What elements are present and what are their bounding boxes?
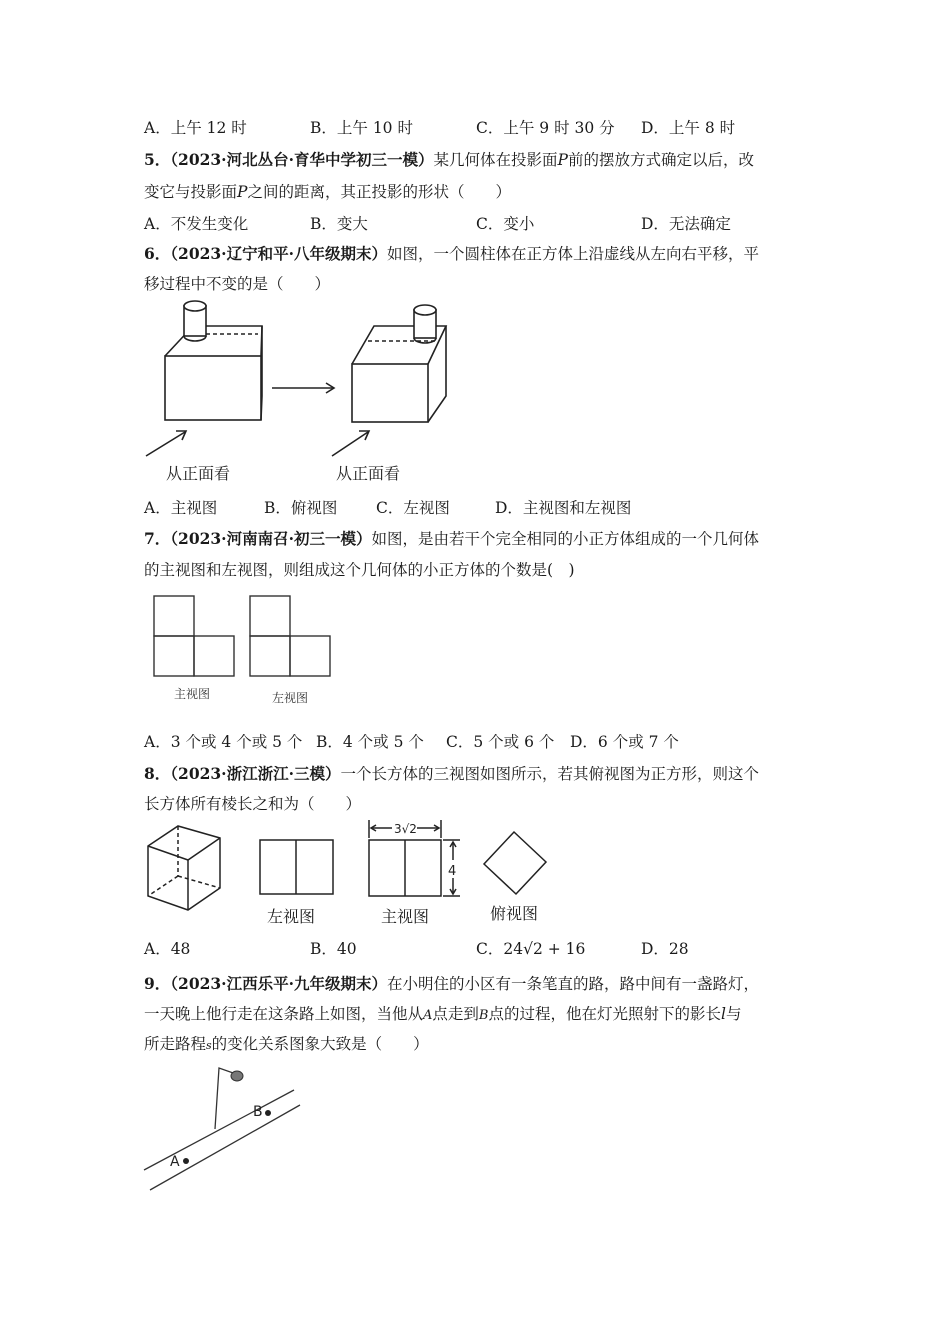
q6-figure: [140, 296, 460, 486]
q7-left-cell-bottom-left: [250, 636, 290, 676]
q8-stem-line2: 长方体所有棱长之和为（ ）: [144, 795, 362, 813]
q7-front-cell-bottom-left: [154, 636, 194, 676]
q4-option-d[interactable]: D．上午 8 时: [641, 119, 736, 137]
q5-text-1: 某几何体在投影面: [433, 151, 558, 169]
q9-text-7: 的变化关系图象大致是（ ）: [211, 1035, 429, 1053]
q5-number: 5．: [144, 150, 171, 169]
q9-text-6: 所走路程: [144, 1035, 207, 1053]
q6-left-cube-front: [165, 356, 261, 420]
q8-option-b[interactable]: B．40: [310, 940, 357, 958]
q6-right-cube-front: [352, 364, 428, 422]
q8-label-left-view: 左视图: [267, 907, 316, 926]
q7-figure: [150, 594, 340, 714]
q8-stem-line1: [144, 762, 759, 784]
q9-road-edge-upper: [144, 1090, 294, 1170]
q9-label-a: A: [170, 1154, 180, 1170]
q7-left-cell-bottom-right: [290, 636, 330, 676]
q5-text-3: 变它与投影面: [144, 183, 238, 201]
q8-top-view: [484, 832, 546, 894]
q9-source: （2023·江西乐平·九年级期末）: [170, 974, 387, 993]
q9-point-a: [183, 1158, 189, 1164]
q4-option-c[interactable]: C．上午 9 时 30 分: [476, 119, 615, 137]
q5-stem-line1: [144, 148, 754, 170]
q9-point-b: [265, 1110, 271, 1116]
q6-number: 6．: [144, 244, 171, 263]
q5-source: （2023·河北丛台·育华中学初三一模）: [170, 150, 434, 169]
q6-option-c[interactable]: C．左视图: [376, 499, 450, 517]
q5-var-p-2: P: [237, 183, 248, 201]
q7-option-b[interactable]: B．4 个或 5 个: [316, 733, 424, 751]
q9-stem-line1: [144, 972, 759, 994]
q5-option-d[interactable]: D．无法确定: [641, 215, 731, 233]
q8-dim-height: 4: [448, 864, 457, 879]
q9-lamp-icon: [231, 1071, 243, 1081]
q5-option-c[interactable]: C．变小: [476, 215, 535, 233]
q6-stem-line1: [144, 242, 759, 264]
q5-var-p: P: [557, 151, 568, 169]
q5-option-b[interactable]: B．变大: [310, 215, 368, 233]
q7-option-c[interactable]: C．5 个或 6 个: [446, 733, 555, 751]
q8-text-1: 一个长方体的三视图如图所示，若其俯视图为正方形，则这个: [340, 765, 759, 783]
q9-label-b: B: [253, 1104, 263, 1120]
q6-right-cube-side: [428, 326, 446, 422]
q6-label-right: 从正面看: [336, 464, 401, 483]
q6-option-a[interactable]: A．主视图: [144, 499, 218, 517]
q6-option-b[interactable]: B．俯视图: [264, 499, 338, 517]
q7-source: （2023·河南南召·初三一模）: [170, 529, 372, 548]
q9-var-a: A: [423, 1008, 433, 1023]
q8-option-c[interactable]: C．24√2 + 16: [476, 940, 586, 958]
q7-label-front: 主视图: [174, 687, 211, 701]
q9-stem-line2: [144, 1002, 741, 1024]
q6-view-arrow-right: [332, 432, 368, 456]
q9-road-edge-lower: [150, 1105, 300, 1190]
q7-stem-line2: 的主视图和左视图，则组成这个几何体的小正方体的个数是( ): [144, 561, 575, 579]
q9-number: 9．: [144, 974, 171, 993]
q8-source: （2023·浙江浙江·三模）: [170, 764, 341, 783]
q9-var-l: l: [721, 1005, 726, 1023]
q7-number: 7．: [144, 529, 171, 548]
q9-figure: [140, 1060, 310, 1200]
q9-text-5: 与: [725, 1005, 742, 1023]
q8-label-front-view: 主视图: [381, 907, 430, 926]
q9-text-3: 点走到: [432, 1005, 479, 1023]
q7-option-d[interactable]: D．6 个或 7 个: [570, 733, 679, 751]
q7-left-cell-top: [250, 596, 290, 636]
q6-text-1: 如图，一个圆柱体在正方体上沿虚线从左向右平移，平: [386, 245, 759, 263]
q8-dim-width: 3√2: [394, 822, 417, 836]
q9-var-s: s: [206, 1039, 212, 1052]
q8-option-d[interactable]: D．28: [641, 940, 689, 958]
q8-option-a[interactable]: A．48: [144, 940, 191, 958]
q7-label-left: 左视图: [272, 691, 309, 705]
q9-stem-line3: [144, 1032, 429, 1054]
q5-option-a[interactable]: A．不发生变化: [144, 215, 249, 233]
q5-text-4: 之间的距离，其正投影的形状（ ）: [247, 183, 511, 201]
q7-text-1: 如图，是由若干个完全相同的小正方体组成的一个几何体: [371, 530, 759, 548]
q8-cuboid-outline: [148, 826, 220, 910]
q7-stem-line1: [144, 527, 759, 549]
q7-option-a[interactable]: A．3 个或 4 个或 5 个: [144, 733, 303, 751]
q7-front-cell-top: [154, 596, 194, 636]
q7-front-cell-bottom-right: [194, 636, 234, 676]
q6-left-cube-top: [165, 326, 262, 356]
q9-text-2: 一天晚上他行走在这条路上如图，当他从: [144, 1005, 424, 1023]
q8-number: 8．: [144, 764, 171, 783]
q5-text-2: 前的摆放方式确定以后，改: [567, 151, 754, 169]
q5-stem-line2: [144, 180, 511, 202]
q4-option-a[interactable]: A．上午 12 时: [144, 119, 247, 137]
q6-stem-line2: 移过程中不变的是（ ）: [144, 275, 331, 293]
q6-label-left: 从正面看: [166, 464, 231, 483]
q6-option-d[interactable]: D．主视图和左视图: [495, 499, 632, 517]
q9-text-4: 点的过程，他在灯光照射下的影长: [488, 1005, 721, 1023]
q8-label-top-view: 俯视图: [490, 904, 539, 923]
q6-source: （2023·辽宁和平·八年级期末）: [170, 244, 387, 263]
q9-var-b: B: [478, 1008, 489, 1023]
q9-text-1: 在小明住的小区有一条笔直的路，路中间有一盏路灯，: [386, 975, 759, 993]
q4-option-b[interactable]: B．上午 10 时: [310, 119, 413, 137]
q6-view-arrow-left: [146, 432, 185, 456]
